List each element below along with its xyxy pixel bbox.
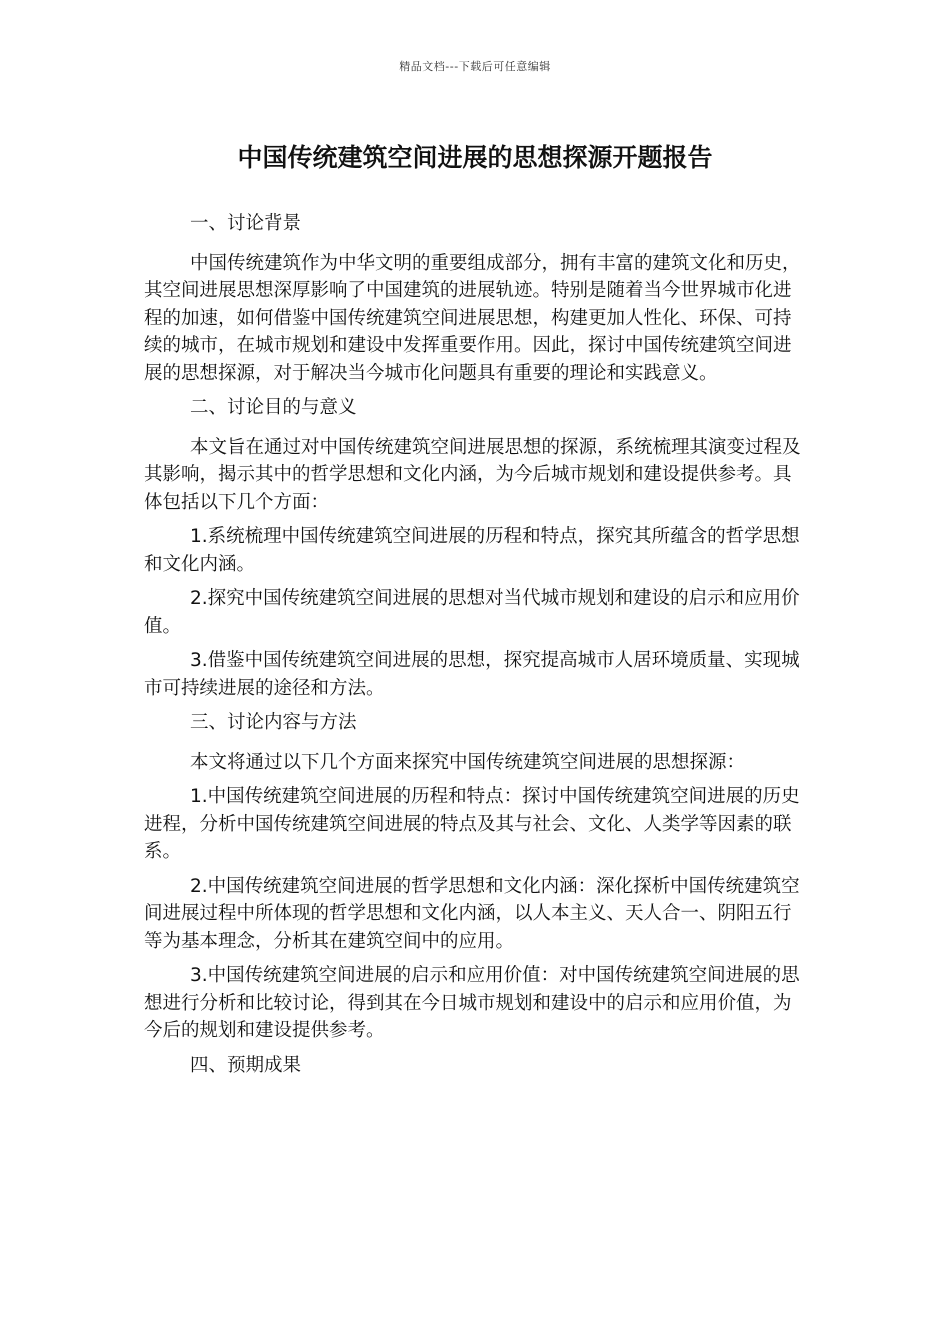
purpose-item-3: 3.借鉴中国传统建筑空间进展的思想，探究提高城市人居环境质量、实现城市可持续进展的途径和方法。 <box>144 650 800 699</box>
purpose-item-2: 2.探究中国传统建筑空间进展的思想对当代城市规划和建设的启示和应用价值。 <box>144 588 800 637</box>
page-header: 精品文档---下载后可任意编辑 <box>399 60 551 73</box>
document-body <box>144 210 804 1091</box>
document-title: 中国传统建筑空间进展的思想探源开题报告 <box>237 143 713 172</box>
background-paragraph: 中国传统建筑作为中华文明的重要组成部分，拥有丰富的建筑文化和历史，其空间进展思想深厚影响了中国建筑的进展轨迹。特别是随着当今世界城市化进程的加速，如何借鉴中国传统建筑空间进展思想，构建更加人性化、环保、可持续的城市，在城市规划和建设中发挥重要作用。因此，探讨中国传统建筑空间进展的思想探源，对于解决当今城市化问题具有重要的理论和实践意义。 <box>144 252 801 384</box>
section-heading-content-method: 三、讨论内容与方法 <box>190 712 357 733</box>
content-item-1: 1.中国传统建筑空间进展的历程和特点：探讨中国传统建筑空间进展的历史进程，分析中国传统建筑空间进展的特点及其与社会、文化、人类学等因素的联系。 <box>144 786 800 862</box>
content-item-3: 3.中国传统建筑空间进展的启示和应用价值：对中国传统建筑空间进展的思想进行分析和比较讨论，得到其在今日城市规划和建设中的启示和应用价值，为今后的规划和建设提供参考。 <box>144 965 800 1041</box>
purpose-item-1: 1.系统梳理中国传统建筑空间进展的历程和特点，探究其所蕴含的哲学思想和文化内涵。 <box>144 526 800 575</box>
purpose-intro-paragraph: 本文旨在通过对中国传统建筑空间进展思想的探源，系统梳理其演变过程及其影响，揭示其中的哲学思想和文化内涵，为今后城市规划和建设提供参考。具体包括以下几个方面： <box>144 436 801 513</box>
content-intro-paragraph: 本文将通过以下几个方面来探究中国传统建筑空间进展的思想探源： <box>190 751 746 773</box>
content-item-2: 2.中国传统建筑空间进展的哲学思想和文化内涵：深化探析中国传统建筑空间进展过程中所体现的哲学思想和文化内涵，以人本主义、天人合一、阴阳五行等为基本理念，分析其在建筑空间中的应用。 <box>144 875 800 952</box>
section-heading-background: 一、讨论背景 <box>190 213 302 234</box>
section-heading-expected-results: 四、预期成果 <box>190 1054 302 1076</box>
section-heading-purpose: 二、讨论目的与意义 <box>190 397 357 418</box>
